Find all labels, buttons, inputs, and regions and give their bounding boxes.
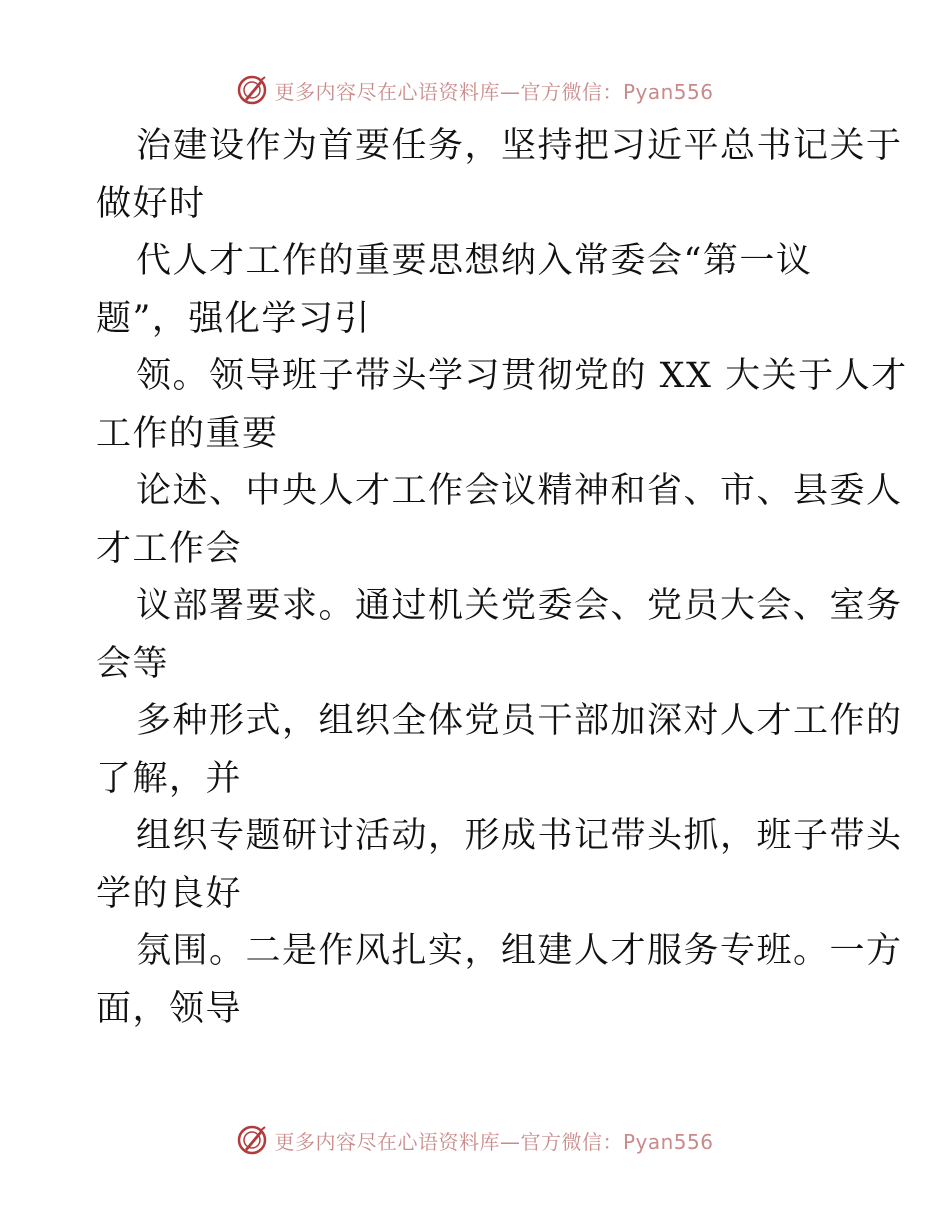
header-watermark-text: 更多内容尽在心语资料库—官方微信：Pyan556 bbox=[274, 79, 714, 104]
text-line: 领。领导班子带头学习贯彻党的 XX 大关于人才 bbox=[136, 356, 908, 396]
footer-watermark bbox=[0, 1120, 950, 1160]
text-line: 才工作会 bbox=[96, 528, 243, 569]
text-line: 面，领导 bbox=[96, 988, 243, 1029]
text-line: 工作的重要 bbox=[96, 413, 279, 454]
quill-seal-icon bbox=[236, 74, 268, 106]
text-line: 题”，强化学习引 bbox=[96, 298, 371, 339]
quill-seal-icon bbox=[236, 1124, 268, 1156]
text-line: 氛围。二是作风扎实，组建人才服务专班。一方 bbox=[136, 931, 903, 971]
footer-watermark-text: 更多内容尽在心语资料库—官方微信：Pyan556 bbox=[274, 1129, 714, 1154]
text-line: 组织专题研讨活动，形成书记带头抓，班子带头 bbox=[136, 816, 903, 856]
header-watermark bbox=[0, 70, 950, 110]
text-line: 学的良好 bbox=[96, 873, 243, 914]
text-line: 了解，并 bbox=[96, 758, 243, 799]
text-line: 议部署要求。通过机关党委会、党员大会、室务 bbox=[136, 586, 903, 626]
text-line: 代人才工作的重要思想纳入常委会“第一议 bbox=[136, 241, 813, 281]
text-line: 论述、中央人才工作会议精神和省、市、县委人 bbox=[136, 471, 903, 511]
document-body bbox=[96, 118, 908, 1038]
text-line: 会等 bbox=[96, 643, 170, 684]
text-line: 做好时 bbox=[96, 183, 206, 224]
text-line: 多种形式，组织全体党员干部加深对人才工作的 bbox=[136, 701, 903, 741]
text-line: 治建设作为首要任务，坚持把习近平总书记关于 bbox=[136, 126, 903, 166]
